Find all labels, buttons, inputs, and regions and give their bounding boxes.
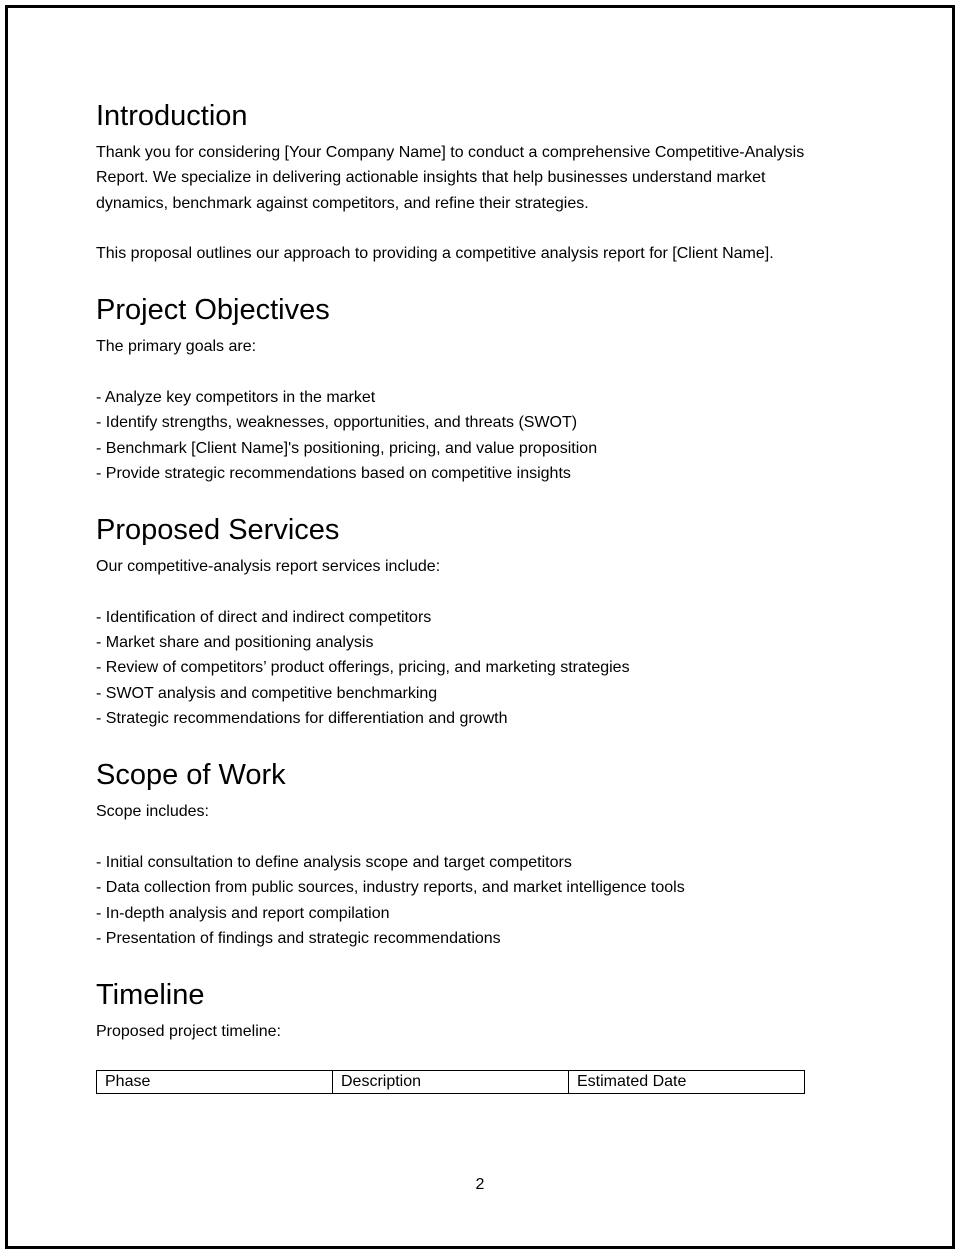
heading-introduction: Introduction <box>96 100 248 132</box>
section-scope-of-work <box>96 755 836 951</box>
table-header-row <box>97 1070 805 1093</box>
list-item: - Benchmark [Client Name]'s positioning, pricing, and value proposition <box>96 439 598 457</box>
objectives-intro: The primary goals are: <box>96 338 257 356</box>
section-project-objectives <box>96 290 836 486</box>
section-timeline <box>96 975 836 1094</box>
spacer <box>96 216 836 241</box>
list-item: - Provide strategic recommendations based on competitive insights <box>96 464 571 482</box>
heading-scope-of-work: Scope of Work <box>96 759 286 792</box>
timeline-table <box>96 1070 805 1094</box>
column-header-estimated-date: Estimated Date <box>569 1070 805 1093</box>
services-list <box>96 605 836 731</box>
list-item: - Identify strengths, weaknesses, opportunities, and threats (SWOT) <box>96 414 578 432</box>
spacer <box>96 360 836 385</box>
page-number: 2 <box>475 1176 485 1193</box>
spacer <box>96 825 836 850</box>
section-introduction <box>96 96 836 266</box>
scope-list <box>96 850 836 951</box>
spacer <box>96 1044 836 1069</box>
scope-intro: Scope includes: <box>96 803 209 821</box>
list-item: - SWOT analysis and competitive benchmarking <box>96 684 438 702</box>
list-item: - Review of competitors’ product offerings, pricing, and marketing strategies <box>96 659 630 677</box>
list-item: - Analyze key competitors in the market <box>96 389 376 407</box>
column-header-description: Description <box>333 1070 569 1093</box>
heading-proposed-services: Proposed Services <box>96 514 340 547</box>
list-item: - Strategic recommendations for differentiation and growth <box>96 710 508 728</box>
list-item: - In-depth analysis and report compilation <box>96 904 390 922</box>
introduction-paragraph-1: Thank you for considering [Your Company Name] to conduct a comprehensive Competitive-Analysis Report. We specialize in delivering actionable insights that help businesses understand market dynamics, benchmark against competitors, and refine their strategies. <box>96 144 805 212</box>
heading-timeline: Timeline <box>96 979 205 1012</box>
list-item: - Identification of direct and indirect competitors <box>96 608 432 626</box>
timeline-intro: Proposed project timeline: <box>96 1023 281 1041</box>
introduction-paragraph-2: This proposal outlines our approach to providing a competitive analysis report for [Client Name]. <box>96 245 774 263</box>
spacer <box>96 580 836 605</box>
list-item: - Data collection from public sources, industry reports, and market intelligence tools <box>96 879 685 897</box>
section-proposed-services <box>96 510 836 731</box>
objectives-list <box>96 385 836 486</box>
list-item: - Initial consultation to define analysis scope and target competitors <box>96 853 572 871</box>
heading-project-objectives: Project Objectives <box>96 294 330 327</box>
services-intro: Our competitive-analysis report services include: <box>96 558 441 576</box>
list-item: - Market share and positioning analysis <box>96 634 374 652</box>
list-item: - Presentation of findings and strategic recommendations <box>96 929 501 947</box>
column-header-phase: Phase <box>97 1070 333 1093</box>
document-body <box>96 96 836 1118</box>
